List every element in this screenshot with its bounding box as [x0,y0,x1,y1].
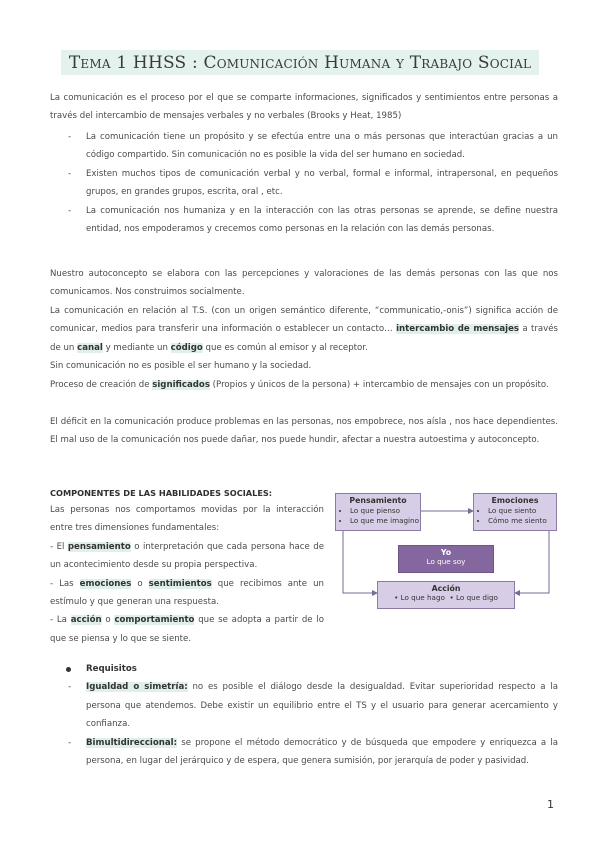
requisito-item: - Bimultidireccional: se propone el método democrático y de búsqueda que empodere y enriquezca a la persona, en lugar del jerárquico y de espera, que genera sumisión, por jerarquía de poder y pasividad. [68,737,558,767]
social-skills-diagram [335,493,557,613]
bullet-dot-icon [66,667,71,672]
arrow-emociones-accion [515,531,549,593]
diagram-box-emociones: Emociones • Lo que siento • Cómo me siento [473,493,557,531]
proceso-paragraph: Proceso de creación de significados (Propios y únicos de la persona) + intercambio de mensajes con un propósito. [50,380,549,390]
components-heading: COMPONENTES DE LAS HABILIDADES SOCIALES: [50,488,273,498]
autoconcepto-paragraph: Nuestro autoconcepto se elabora con las percepciones y valoraciones de las demás personas con las que nos comunicamos. Nos construimos socialmente. [50,269,558,298]
diagram-item: Lo que hago [400,593,445,602]
title-wrap [0,50,600,75]
components-intro: Las personas nos comportamos movidas por la interacción entre tres dimensiones fundamentales: [50,505,324,534]
arrow-pensamiento-accion [343,531,377,593]
components-text [50,501,324,648]
component-accion: - La acción o comportamiento que se adopta a partir de lo que se piensa y lo que se siente. [50,615,324,644]
ts-paragraph: La comunicación en relación al T.S. (con un origen semántico diferente, “communicatio,-onis”) significa acción de comunicar, medios para transferir una información o establecer un contacto… intercambio de mensajes a través de un canal y mediante un código que es común al emisor y al receptor. [50,306,558,353]
page-title: Tema 1 HHSS : Comunicación Humana y Trabajo Social [61,50,539,75]
bullet-list [50,128,558,238]
requisito-item: - Igualdad o simetría: no es posible el diálogo desde la desigualdad. Evitar superioridad respecto a la persona que atendemos. Debe existir un equilibrio entre el TS y el usuario para generar acercamiento y confianza. [68,682,559,730]
diagram-box-yo: Yo Lo que soy [398,545,494,573]
diagram-item: • Cómo me siento [488,516,556,526]
requisitos-section [50,660,558,770]
requisitos-title: Requisitos [50,660,558,678]
highlight-significados: significados [152,380,210,390]
diagram-item: • Lo que me imagino [350,516,420,526]
diagram-item: Lo que digo [456,593,498,602]
diagram-box-accion: Acción • Lo que hago • Lo que digo [377,581,515,609]
intro-paragraph: La comunicación es el proceso por el que se comparte informaciones, significados y sentimientos entre personas a través del intercambio de mensajes verbales y no verbales (Brooks y Heat, 1985) [50,93,558,122]
diagram-item: • Lo que pienso [350,506,420,516]
component-pensamiento: - El pensamiento o interpretación que cada persona hace de un acontecimiento desde su propia perspectiva. [50,541,324,571]
sin-comunicacion-paragraph: Sin comunicación no es posible el ser humano y la sociedad. [50,361,312,371]
highlight-codigo: código [170,342,203,353]
bullet-item: - La comunicación nos humaniza y en la interacción con las otras personas se aprende, se define nuestra entidad, nos empoderamos y crecemos como personas en la relación con las demás personas. [68,205,558,235]
diagram-item: • Lo que siento [488,506,556,516]
highlight-canal: canal [77,342,103,353]
component-emociones: - Las emociones o sentimientos que recibimos ante un estímulo y que generan una respuesta. [50,578,324,608]
deficit-paragraph: El déficit en la comunicación produce problemas en las personas, nos empobrece, nos aísla , nos hace dependientes. El mal uso de la comunicación nos puede dañar, nos puede hundir, afectar a nuestra autoestima y autoconcepto. [50,417,558,446]
page-number: 1 [547,798,554,811]
bullet-item: - La comunicación tiene un propósito y se efectúa entre una o más personas que interactúan gracias a un código compartido. Sin comunicación no es posible la vida del ser humano en sociedad. [68,132,558,161]
bullet-item: - Existen muchos tipos de comunicación verbal y no verbal, formal e informal, intrapersonal, en pequeños grupos, en grandes grupos, escrita, oral , etc. [68,168,558,198]
diagram-box-pensamiento: Pensamiento • Lo que pienso • Lo que me imagino [335,493,421,531]
highlight-intercambio: intercambio de mensajes [396,324,520,335]
